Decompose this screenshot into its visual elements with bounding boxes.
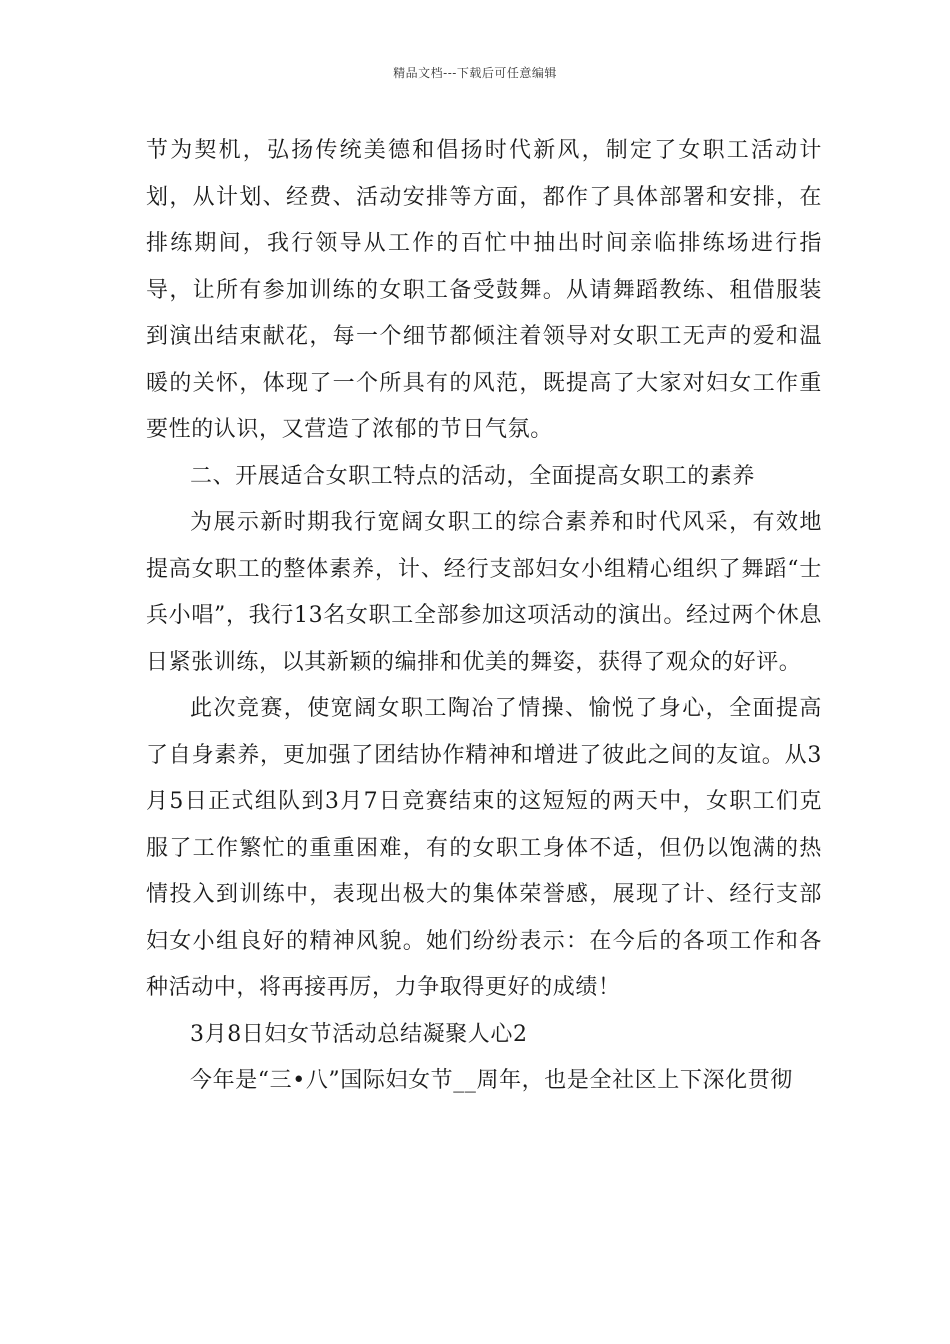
section-heading: 二、开展适合女职工特点的活动，全面提高女职工的素养 (190, 463, 756, 489)
paragraph: 今年是“三•八”国际妇女节__周年，也是全社区上下深化贯彻 (190, 1068, 793, 1093)
paragraph: 为展示新时期我行宽阔女职工的综合素养和时代风采，有效地提高女职工的整体素养，计、经行支部妇女小组精心组织了舞蹈“士兵小唱”，我行13名女职工全部参加这项活动的演出。经过两个休息日紧张训练，以其新颖的编排和优美的舞姿，获得了观众的好评。 (146, 510, 822, 675)
article-title: 3月8日妇女节活动总结凝聚人心2 (190, 1021, 528, 1047)
paragraph: 节为契机，弘扬传统美德和倡扬时代新风，制定了女职工活动计划，从计划、经费、活动安排等方面，都作了具体部署和安排，在排练期间，我行领导从工作的百忙中抽出时间亲临排练场进行指导，让所有参加训练的女职工备受鼓舞。从请舞蹈教练、租借服装到演出结束献花，每一个细节都倾注着领导对女职工无声的爱和温暖的关怀，体现了一个所具有的风范，既提高了大家对妇女工作重要性的认识，又营造了浓郁的节日气氛。 (146, 138, 822, 442)
document-body (146, 128, 822, 1105)
page-header: 精品文档---下载后可任意编辑 (393, 66, 557, 80)
paragraph: 此次竞赛，使宽阔女职工陶冶了情操、愉悦了身心，全面提高了自身素养，更加强了团结协作精神和增进了彼此之间的友谊。从3月5日正式组队到3月7日竞赛结束的这短短的两天中，女职工们克服了工作繁忙的重重困难，有的女职工身体不适，但仍以饱满的热情投入到训练中，表现出极大的集体荣誉感，展现了计、经行支部妇女小组良好的精神风貌。她们纷纷表示：在今后的各项工作和各种活动中，将再接再厉，力争取得更好的成绩！ (146, 696, 822, 1000)
